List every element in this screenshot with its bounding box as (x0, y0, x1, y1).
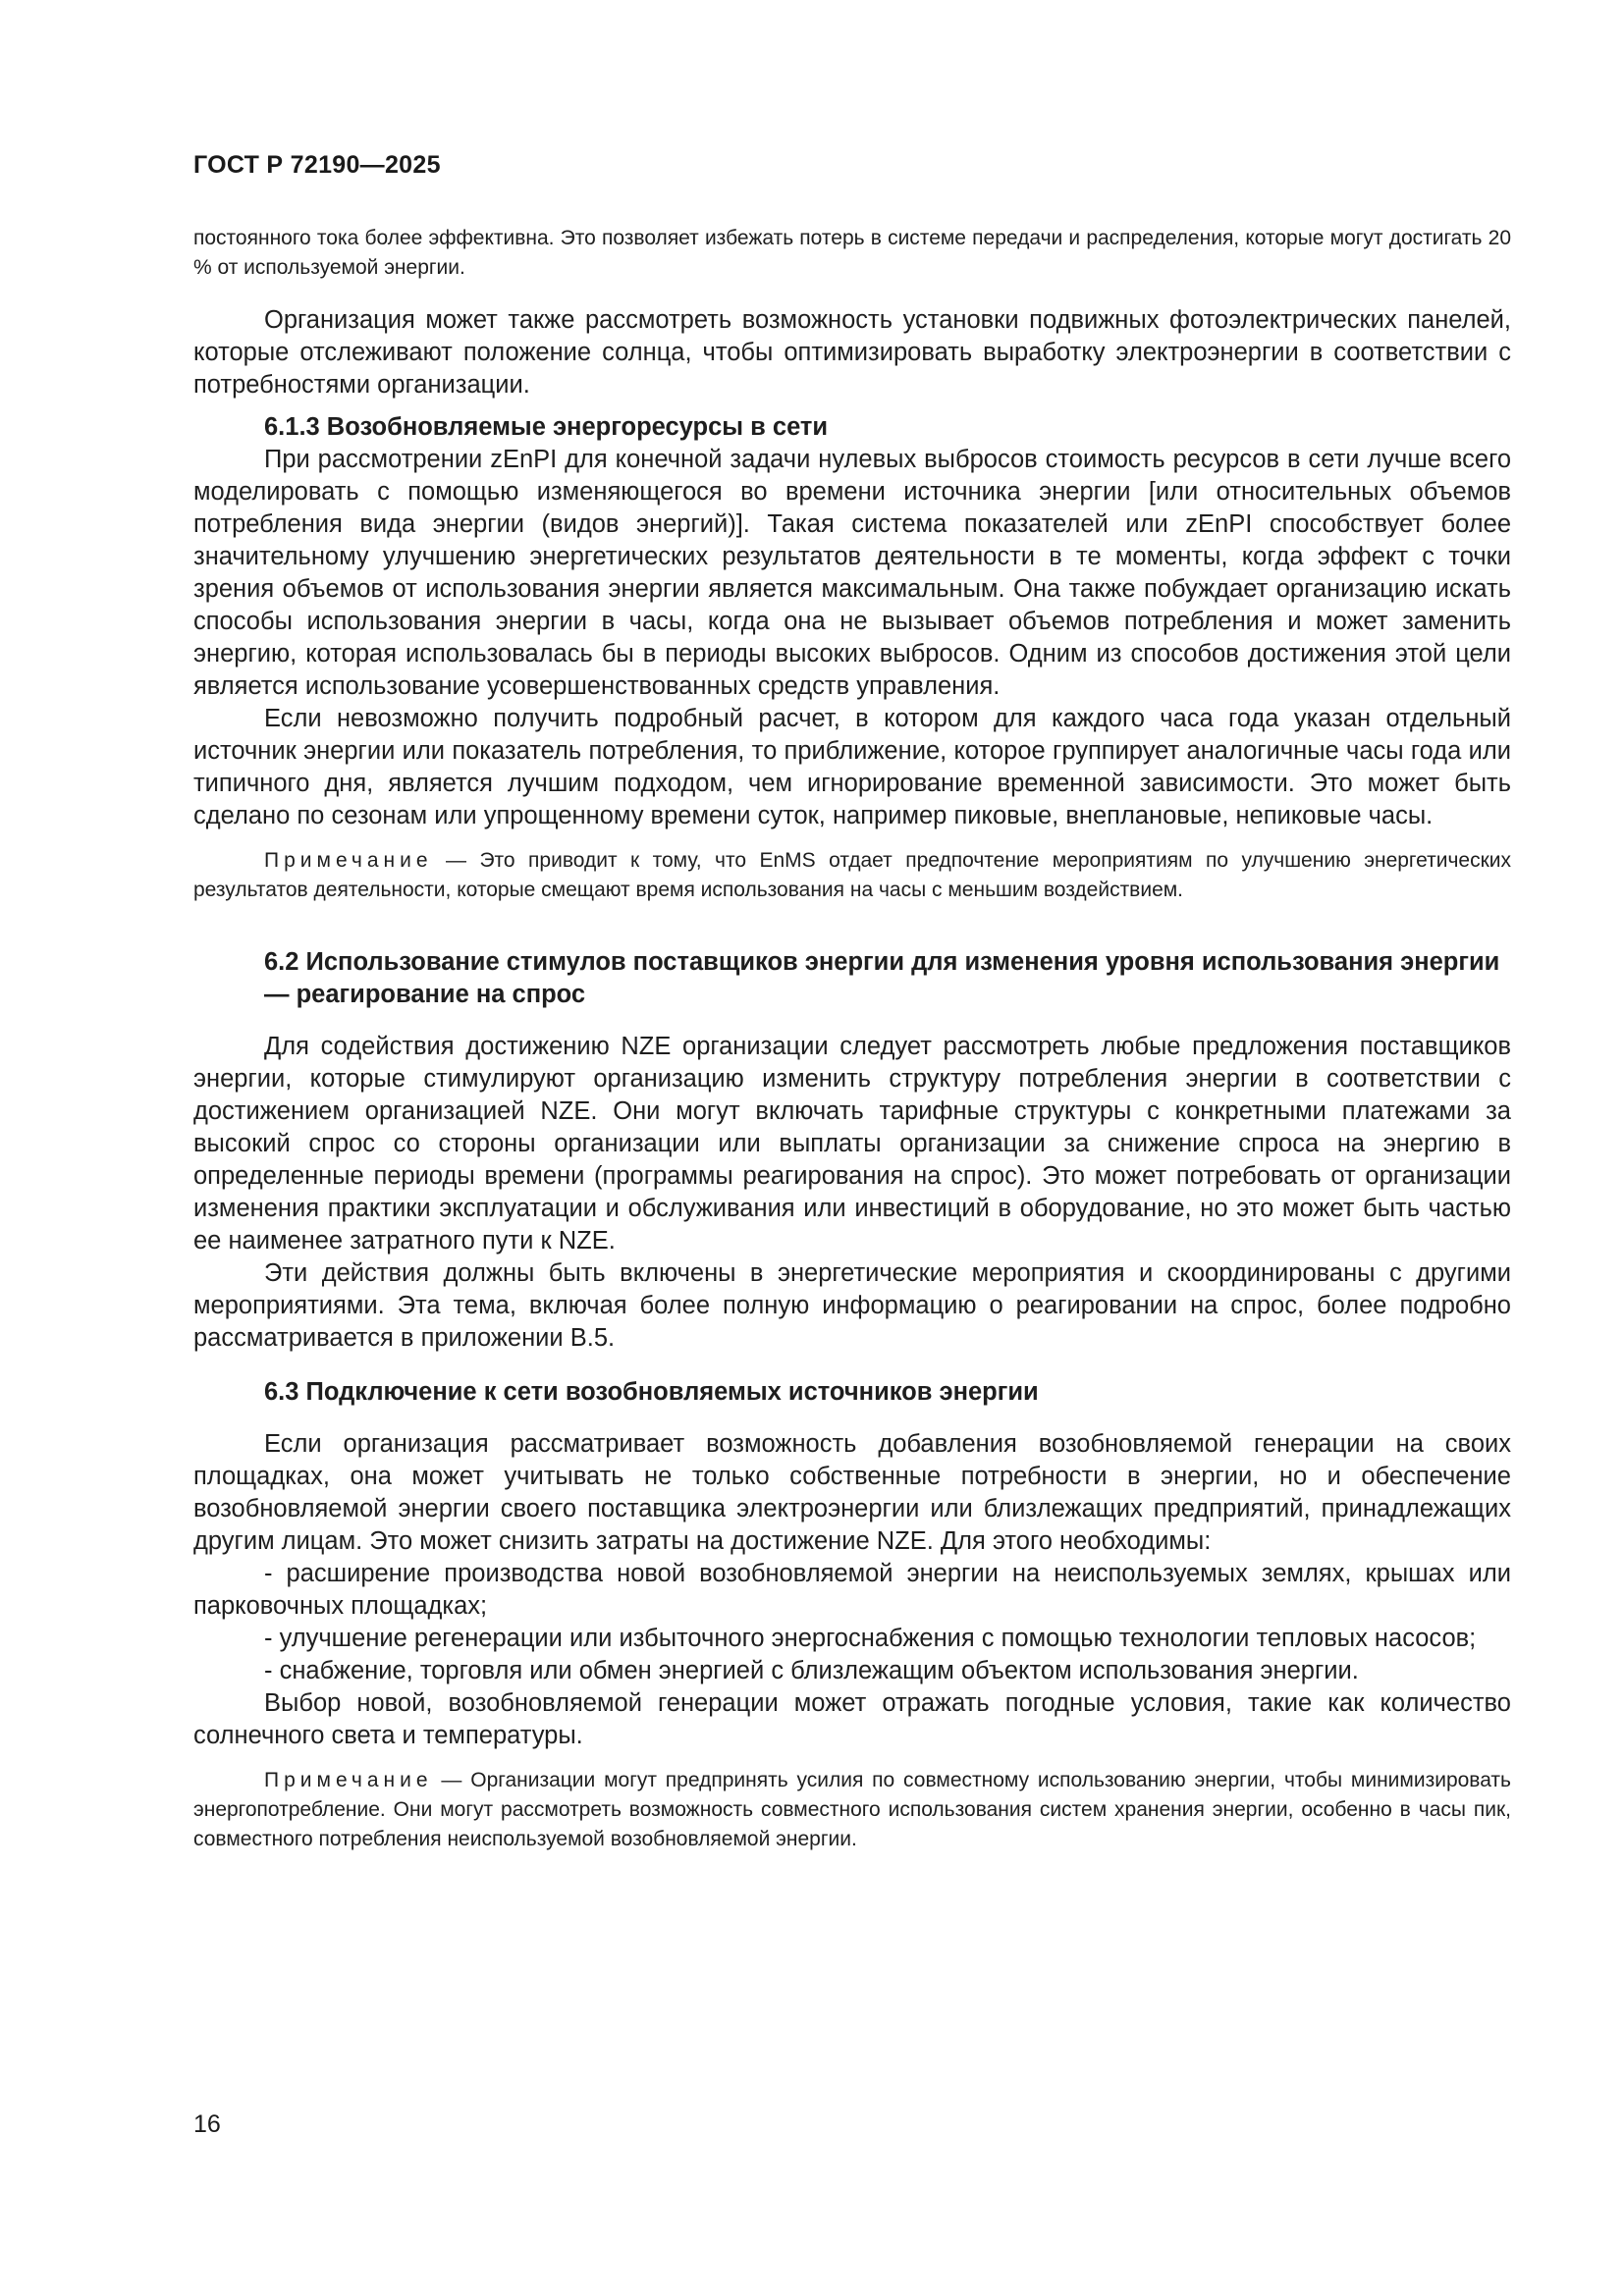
note-label: Примечание (264, 849, 433, 872)
section-6-2-paragraph: Эти действия должны быть включены в энергетические мероприятия и скоординированы с другими мероприятиями. Эта тема, включая более полную информацию о реагировании на спрос, более подробно рассматривается в приложении В.5. (193, 1259, 1511, 1352)
section-6-1-3-paragraph: При рассмотрении zEnPI для конечной задачи нулевых выбросов стоимость ресурсов в сети лучше всего моделировать с помощью изменяющегося во времени источника энергии [или относительных объемов потребления вида энергии (видов энергий)]. Такая система показателей или zEnPI способствует более значительному улучшению энергетических результатов деятельности в те моменты, когда эффект с точки зрения объемов от использования энергии является максимальным. Она также побуждает организацию искать способы использования энергии в часы, когда она не вызывает объемов потребления и может заменить энергию, которая использовалась бы в периоды высоких выбросов. Одним из способов достижения этой цели является использование усовершенствованных средств управления. (193, 446, 1511, 700)
section-6-2-paragraph: Для содействия достижению NZE организации следует рассмотреть любые предложения поставщиков энергии, которые стимулируют организацию изменить структуру потребления энергии в соответствии с достижением организацией NZE. Они могут включать тарифные структуры с конкретными платежами за высокий спрос со стороны организации или выплаты организации за снижение спроса на энергию в определенные периоды времени (программы реагирования на спрос). Это может потребовать от организации изменения практики эксплуатации и обслуживания или инвестиций в оборудование, но это может быть частью ее наименее затратного пути к NZE. (193, 1033, 1511, 1255)
standard-header: ГОСТ Р 72190—2025 (193, 151, 441, 179)
section-6-1-3-note (193, 846, 1511, 905)
list-item: - снабжение, торговля или обмен энергией с близлежащим объектом использования энергии. (264, 1657, 1359, 1684)
note-label: Примечание (264, 1769, 433, 1791)
section-6-3-paragraph: Если организация рассматривает возможность добавления возобновляемой генерации на своих площадках, она может учитывать не только собственные потребности в энергии, но и обеспечение возобновляемой энергии своего поставщика электроэнергии или близлежащих предприятий, принадлежащих другим лицам. Это может снизить затраты на достижение NZE. Для этого необходимы: (193, 1430, 1511, 1555)
intro-continuation: постоянного тока более эффективна. Это позволяет избежать потерь в системе передачи и распределения, которые могут достигать 20 % от используемой энергии. (193, 227, 1511, 279)
page-number: 16 (193, 2110, 221, 2138)
note-text: — Организации могут предпринять усилия по совместному использованию энергии, чтобы минимизировать энергопотребление. Они могут рассмотреть возможность совместного использования систем хранения энергии, особенно в часы пик, совместного потребления неиспользуемой возобновляемой энергии. (193, 1769, 1511, 1850)
note-text: — Это приводит к тому, что EnMS отдает предпочтение мероприятиям по улучшению энергетических результатов деятельности, которые смещают время использования на часы с меньшим воздействием. (193, 849, 1511, 901)
list-item: - улучшение регенерации или избыточного энергоснабжения с помощью технологии тепловых насосов; (264, 1625, 1477, 1652)
section-6-3-closing: Выбор новой, возобновляемой генерации может отражать погодные условия, такие как количество солнечного света и температуры. (193, 1689, 1511, 1749)
section-6-3-note (193, 1766, 1511, 1854)
section-6-2-heading: 6.2 Использование стимулов поставщиков энергии для изменения уровня использования энергии — реагирование на спрос (264, 948, 1500, 1008)
section-6-1-3-paragraph: Если невозможно получить подробный расчет, в котором для каждого часа года указан отдельный источник энергии или показатель потребления, то приближение, которое группирует аналогичные часы года или типичного дня, является лучшим подходом, чем игнорирование временной зависимости. Это может быть сделано по сезонам или упрощенному времени суток, например пиковые, внеплановые, непиковые часы. (193, 705, 1511, 829)
section-6-1-3-heading: 6.1.3 Возобновляемые энергоресурсы в сети (264, 413, 829, 441)
section-6-3-heading: 6.3 Подключение к сети возобновляемых источников энергии (264, 1378, 1039, 1406)
intro-paragraph: Организация может также рассмотреть возможность установки подвижных фотоэлектрических панелей, которые отслеживают положение солнца, чтобы оптимизировать выработку электроэнергии в соответствии с потребностями организации. (193, 306, 1511, 399)
list-item: - расширение производства новой возобновляемой энергии на неиспользуемых землях, крышах или парковочных площадках; (193, 1560, 1511, 1620)
page-content (193, 224, 1511, 1854)
